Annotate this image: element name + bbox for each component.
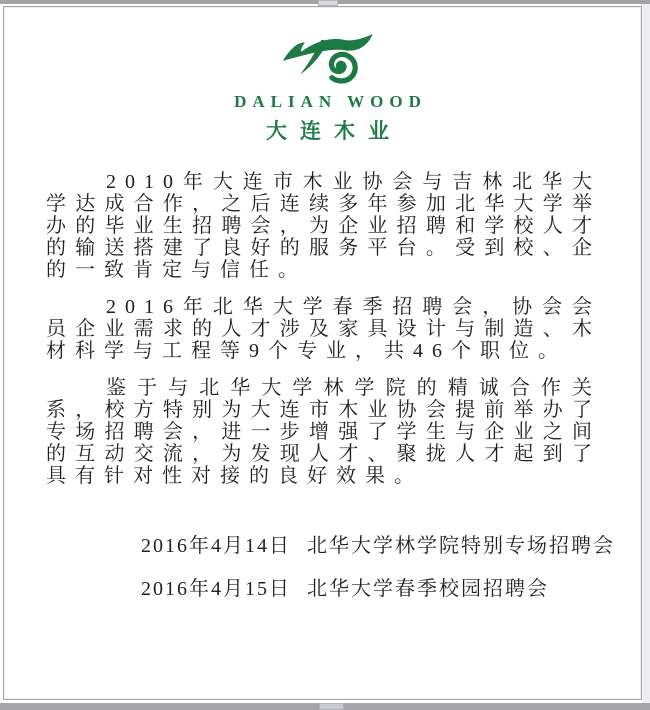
brand-logo [9,31,646,145]
scrollbar-thumb-bottom[interactable] [319,703,344,710]
brand-name-english: DALIAN WOOD [234,92,427,111]
schedule-row [141,572,641,601]
calligraphic-swirl-icon [280,31,376,85]
paragraph: 2010年大连市木业协会与吉林北华大学达成合作，之后连续多年参加北华大学举办的毕业生招聘会，为企业招聘和学校人才的输送搭建了良好的服务平台。受到校、企的一致肯定与信任。 [46,171,601,281]
event-schedule [141,529,641,601]
event-title: 北华大学春季校园招聘会 [307,578,549,600]
event-date: 2016年4月15日 [141,578,291,600]
document-page [3,6,642,700]
schedule-row [141,529,641,558]
event-title: 北华大学林学院特别专场招聘会 [307,535,615,557]
article-body [46,171,601,487]
paragraph: 2016年北华大学春季招聘会，协会会员企业需求的人才涉及家具设计与制造、木材科学与工程等9个专业，共46个职位。 [46,296,601,362]
paragraph: 鉴于与北华大学林学院的精诚合作关系，校方特别为大连市木业协会提前举办了专场招聘会，进一步增强了学生与企业之间的互动交流，为发现人才、聚拢人才起到了具有针对性对接的良好效果。 [46,377,601,487]
brand-name-chinese: 大连木业 [266,119,402,143]
event-date: 2016年4月14日 [141,535,291,557]
